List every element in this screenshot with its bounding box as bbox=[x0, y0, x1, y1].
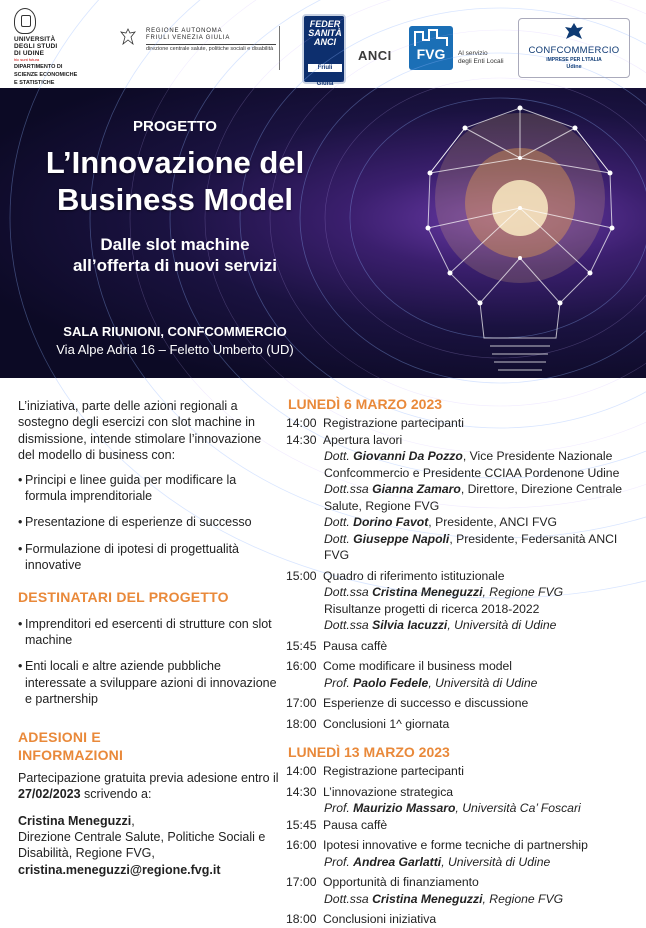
day1-heading: LUNEDÌ 6 MARZO 2023 bbox=[288, 396, 443, 412]
federsanita-wordmark: FEDER SANITÀ ANCI bbox=[308, 19, 342, 47]
schedule-row: 17:00 Esperienze di successo e discussione bbox=[286, 696, 529, 710]
anci-word: ANCI bbox=[358, 48, 392, 63]
adesioni-section bbox=[18, 770, 280, 878]
day2-heading: LUNEDÌ 13 MARZO 2023 bbox=[288, 744, 450, 760]
federsanita-logo bbox=[302, 14, 346, 87]
speaker: Dott. Giovanni Da Pozzo, Vice Presidente Nazionale Confcommercio e Presidente CCIAA Pordenone Udine bbox=[324, 449, 620, 480]
speaker: Prof. Andrea Garlatti, Università di Udine bbox=[324, 854, 551, 869]
speaker: Dott.ssa Gianna Zamaro, Direttore, Direzione Centrale Salute, Regione FVG bbox=[324, 482, 623, 513]
destinatari-list bbox=[18, 616, 280, 708]
destinatari-heading: DESTINATARI DEL PROGETTO bbox=[18, 588, 229, 605]
speaker: Dott.ssa Cristina Meneguzzi, Regione FVG bbox=[324, 585, 564, 599]
federsanita-region: Friuli Venezia Giulia bbox=[308, 64, 342, 72]
confcommercio-tagline: IMPRESE PER L'ITALIA bbox=[546, 57, 602, 63]
contact-block: Cristina Meneguzzi, Direzione Centrale Salute, Politiche Sociali e Disabilità, Regione FVG, cristina.meneguzzi@regione.fvg.it bbox=[18, 813, 280, 879]
anci-service: Al servizio degli Enti Locali bbox=[458, 50, 504, 65]
region-name: REGIONE AUTONOMA FRIULI VENEZIA GIULIA bbox=[146, 28, 231, 41]
region-dept: direzione centrale salute, politiche sociali e disabilità bbox=[146, 46, 274, 52]
contact-email-link[interactable]: cristina.meneguzzi@regione.fvg.it bbox=[18, 862, 221, 877]
list-item: • Imprenditori ed esercenti di strutture con slot machine bbox=[18, 616, 280, 649]
university-crest-icon bbox=[14, 8, 36, 34]
intro-text: L’iniziativa, parte delle azioni regionali a sostegno degli esercizi con slot machine in dismissione, intende stimolare l’innovazione del modello di business con: bbox=[18, 399, 262, 463]
schedule-row: 15:45 Pausa caffè bbox=[286, 638, 388, 653]
schedule-row: 14:30 Apertura lavori bbox=[286, 432, 403, 447]
speaker: Dott. Dorino Favot, Presidente, ANCI FVG bbox=[324, 515, 557, 529]
uni-line1: UNIVERSITÀ bbox=[14, 36, 56, 43]
confcommercio-emblem-icon bbox=[563, 22, 585, 42]
contact-department: Direzione Centrale Salute, Politiche Sociali e Disabilità, Regione FVG, bbox=[18, 829, 266, 861]
schedule-row: 17:00 Opportunità di finanziamento bbox=[286, 875, 479, 889]
program-column bbox=[286, 396, 636, 928]
hero-kicker: PROGETTO bbox=[133, 118, 217, 135]
hero-venue: SALA RIUNIONI, CONFCOMMERCIO bbox=[63, 324, 287, 339]
list-item: • Principi e linee guida per modificare la formula imprenditoriale bbox=[18, 472, 280, 505]
contact-name: Cristina Meneguzzi bbox=[18, 813, 132, 828]
speaker: Dott.ssa Silvia Iacuzzi, Università di Udine bbox=[324, 618, 557, 632]
confcommercio-city: Udine bbox=[566, 64, 582, 70]
hero-title: L’Innovazione del Business Model bbox=[45, 145, 305, 217]
adesioni-heading: ADESIONI E INFORMAZIONI bbox=[18, 728, 124, 763]
speaker: Dott.ssa Cristina Meneguzzi, Regione FVG bbox=[324, 891, 564, 906]
schedule-row: 18:00 Conclusioni iniziativa bbox=[286, 912, 437, 926]
schedule-row: 16:00 Come modificare il business model bbox=[286, 659, 512, 673]
schedule-row: 14:00 Registrazione partecipanti bbox=[286, 416, 464, 430]
list-item: • Presentazione di esperienze di successo bbox=[18, 514, 280, 530]
session-subtitle: Risultanze progetti di ricerca 2018-2022 bbox=[324, 601, 540, 616]
objectives-list bbox=[18, 472, 280, 574]
schedule-row: 18:00 Conclusioni 1^ giornata bbox=[286, 716, 450, 731]
uni-tagline: hic sunt futura bbox=[14, 57, 40, 62]
speaker: Prof. Maurizio Massaro, Università Ca’ Foscari bbox=[324, 801, 581, 815]
schedule-row: 15:00 Quadro di riferimento istituzionale bbox=[286, 568, 505, 583]
hero-subtitle: Dalle slot machine all’offerta di nuovi servizi bbox=[72, 235, 278, 275]
confcommercio-name: CONFCOMMERCIO bbox=[528, 45, 620, 56]
schedule-row: 14:30 L’innovazione strategica bbox=[286, 784, 454, 799]
schedule-row: 14:00 Registrazione partecipanti bbox=[286, 764, 464, 778]
hero-address: Via Alpe Adria 16 – Feletto Umberto (UD) bbox=[56, 342, 294, 357]
eagle-icon bbox=[120, 28, 136, 48]
uni-line3: DI UDINE bbox=[14, 50, 45, 57]
list-item: • Enti locali e altre aziende pubbliche interessate a sviluppare azioni di innovazione e partnership bbox=[18, 658, 280, 707]
adesioni-text: Partecipazione gratuita previa adesione entro il 27/02/2023 scrivendo a: bbox=[18, 770, 279, 802]
uni-dept2: SCIENZE ECONOMICHE bbox=[14, 72, 78, 78]
anci-fvg-logo bbox=[358, 26, 518, 70]
uni-dept3: E STATISTICHE bbox=[14, 80, 55, 86]
schedule-row: 15:45 Pausa caffè bbox=[286, 817, 388, 832]
left-column bbox=[18, 398, 280, 878]
list-item: • Formulazione di ipotesi di progettualità innovative bbox=[18, 541, 280, 574]
anci-fvg-label: FVG bbox=[416, 46, 446, 62]
hero-banner bbox=[0, 88, 646, 378]
schedule-row: 16:00 Ipotesi innovative e forme tecniche di partnership bbox=[286, 838, 588, 852]
uni-line2: DEGLI STUDI bbox=[14, 43, 58, 50]
university-logo bbox=[14, 8, 92, 86]
logo-bar bbox=[0, 0, 646, 88]
deadline-date: 27/02/2023 bbox=[18, 787, 81, 802]
speaker: Prof. Paolo Fedele, Università di Udine bbox=[324, 675, 538, 690]
speaker: Dott. Giuseppe Napoli, Presidente, Federsanità ANCI FVG bbox=[324, 531, 618, 562]
confcommercio-logo bbox=[518, 18, 630, 78]
uni-dept1: DIPARTIMENTO DI bbox=[14, 64, 63, 70]
